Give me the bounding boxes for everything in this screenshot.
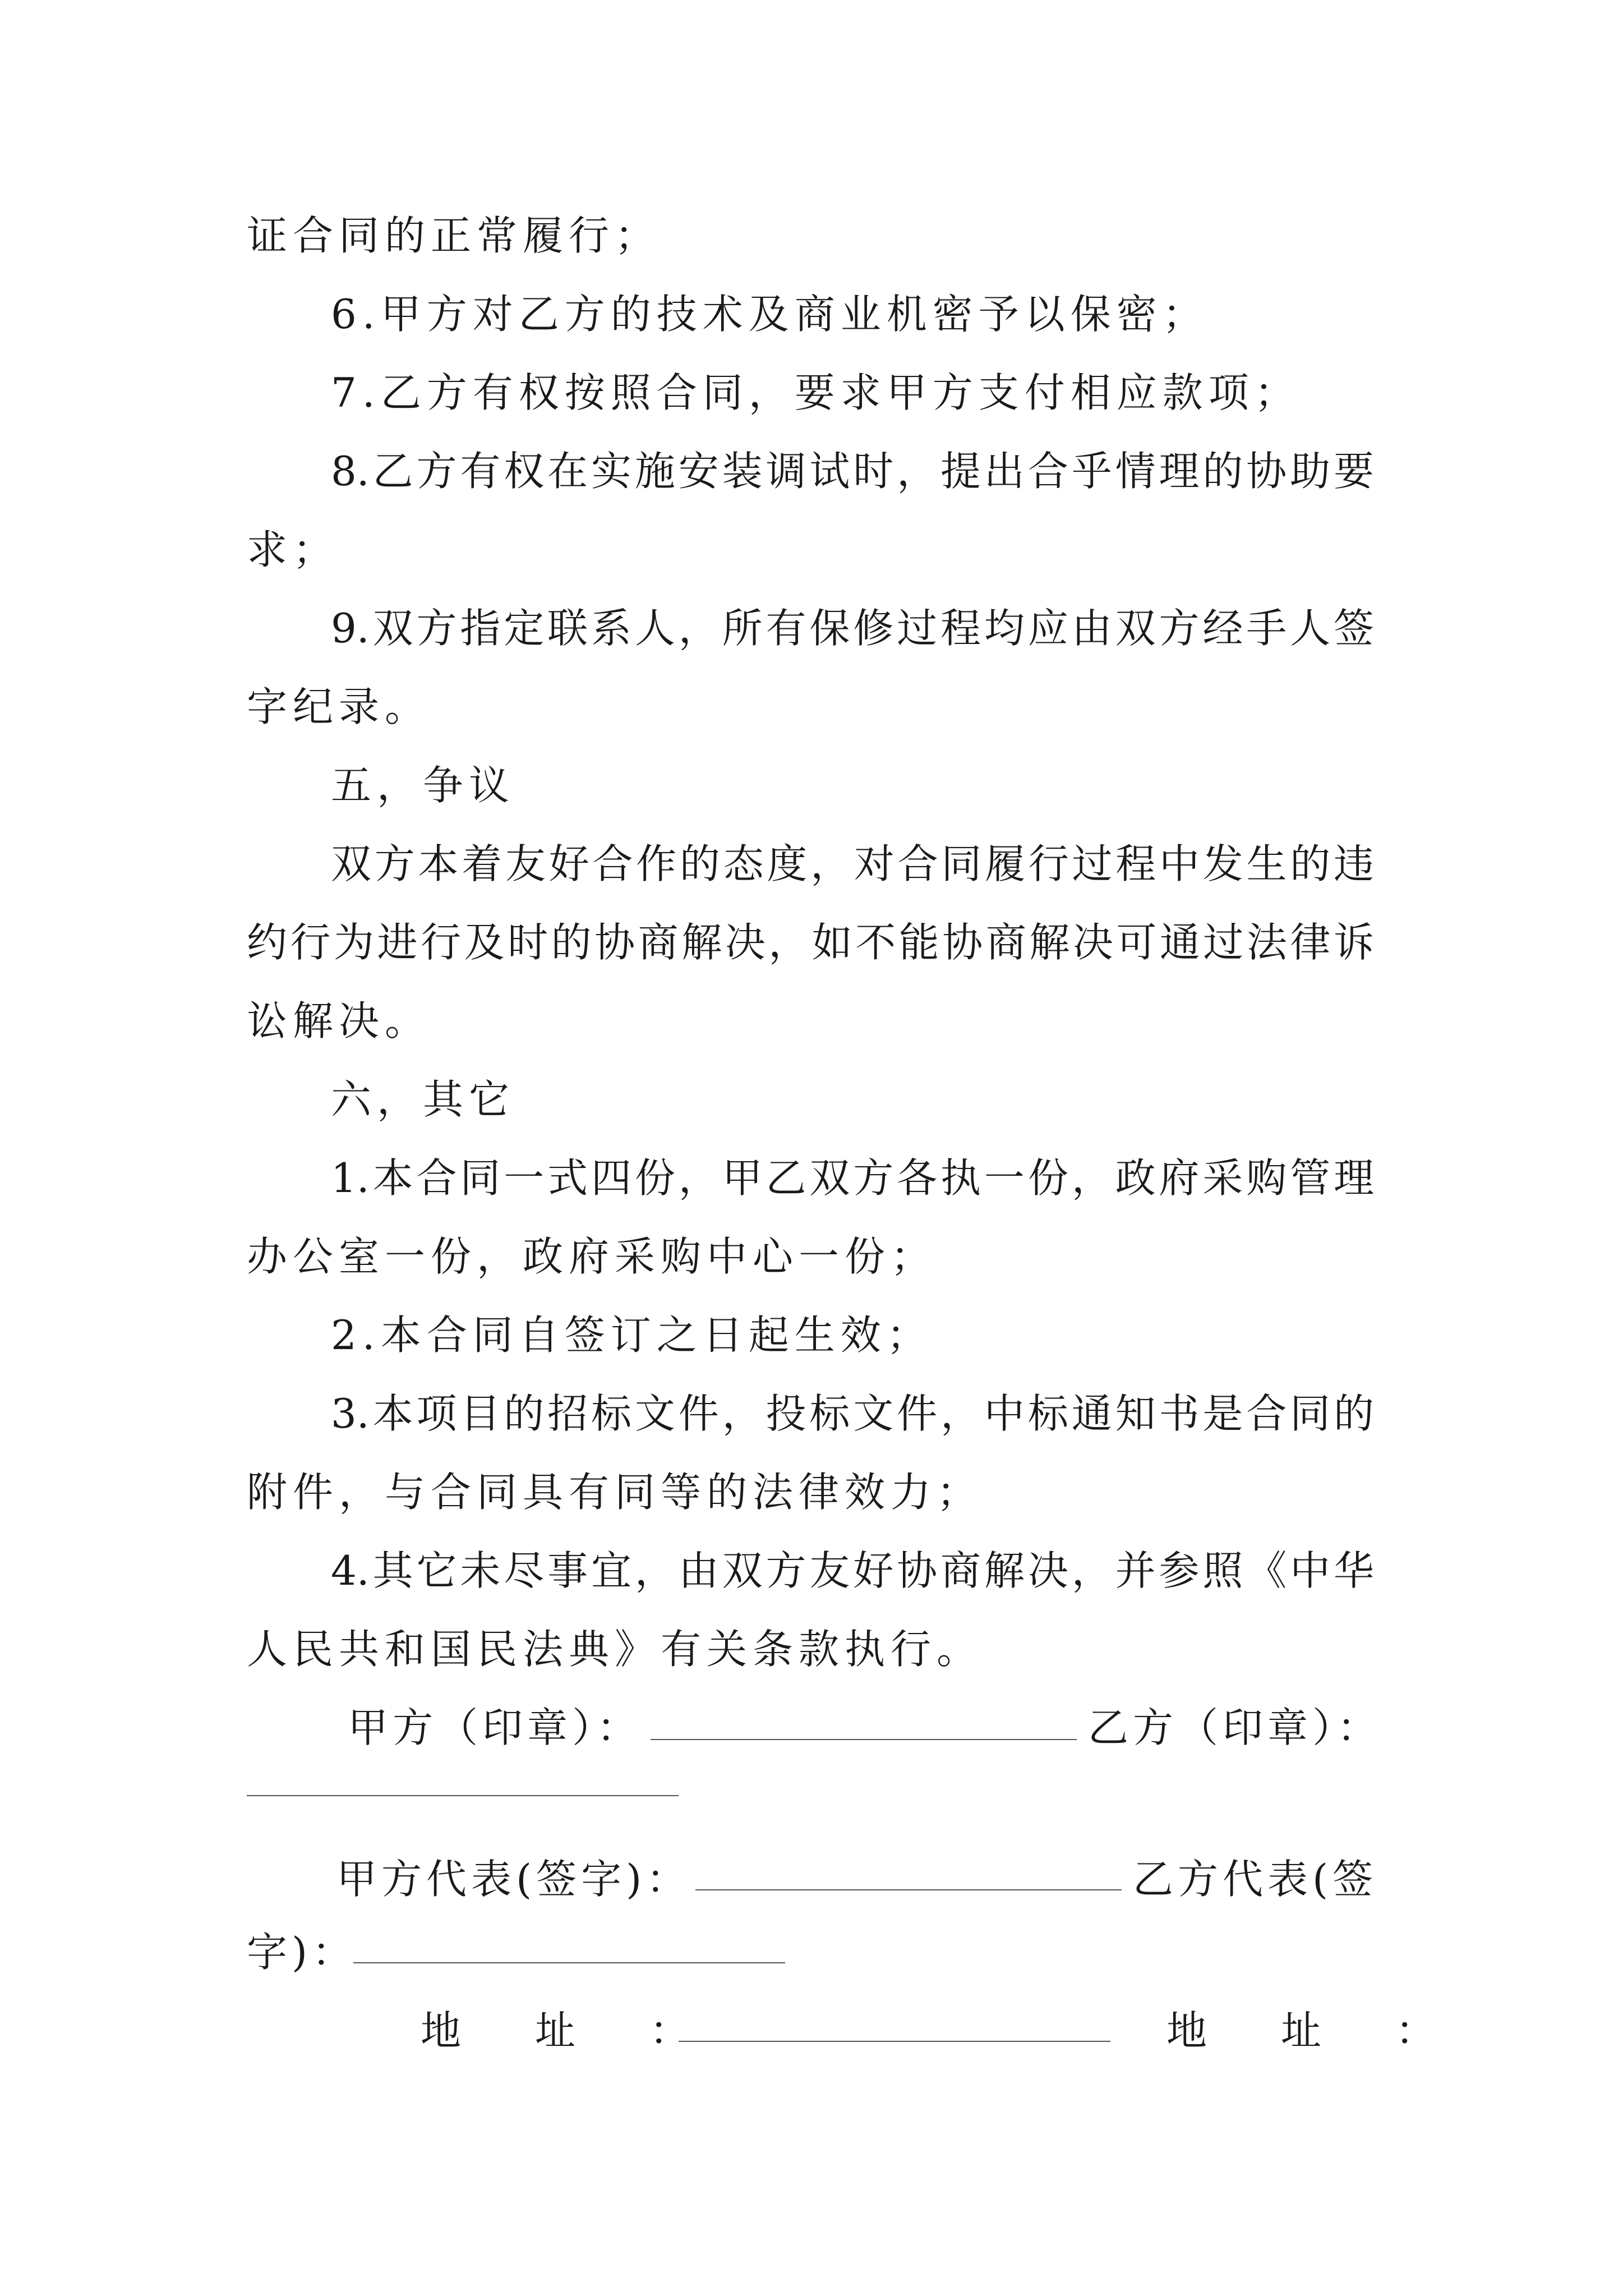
party-b-rep-blank [353,1962,785,1963]
address-a-label: 地 址 ： [421,2007,707,2054]
other-3-line-1: 3.本项目的招标文件，投标文件，中标通知书是合同的 [331,1390,1374,1437]
section-heading-dispute: 五，争议 [331,762,515,809]
clause-9-line-1: 9.双方指定联系人，所有保修过程均应由双方经手人签 [331,605,1374,652]
party-b-rep-row-2 [247,1924,357,1980]
clause-6: 6.甲方对乙方的技术及商业机密予以保密； [331,291,1209,338]
party-b-seal-label: 乙方（印章）： [1088,1704,1382,1751]
other-1-line-2: 办公室一份，政府采购中心一份； [247,1233,937,1280]
party-a-seal-blank [651,1739,1077,1740]
party-b-seal-blank [247,1795,679,1796]
section-heading-other: 六，其它 [331,1076,515,1123]
party-b-rep-label-part2: 字)： [247,1929,357,1976]
address-b-row [1166,2003,1453,2059]
party-a-seal-label: 甲方（印章）： [348,1704,642,1751]
other-2: 2.本合同自签订之日起生效； [331,1312,933,1359]
party-b-seal-row [1088,1700,1382,1756]
other-4-line-1: 4.其它未尽事宜，由双方友好协商解决，并参照《中华 [331,1547,1374,1594]
clause-continuation: 证合同的正常履行； [247,212,661,259]
address-b-label: 地 址 ： [1166,2007,1453,2054]
clause-7: 7.乙方有权按照合同，要求甲方支付相应款项； [331,369,1301,416]
other-3-line-2: 附件，与合同具有同等的法律效力； [247,1469,983,1516]
clause-9-line-2: 字纪录。 [247,683,431,730]
other-1-line-1: 1.本合同一式四份，甲乙双方各执一份，政府采购管理 [331,1154,1374,1202]
party-a-rep-blank [695,1889,1122,1890]
party-b-rep-row [1133,1851,1377,1907]
party-b-rep-label-part1: 乙方代表(签 [1133,1856,1378,1903]
other-4-line-2: 人民共和国民法典》有关条款执行。 [247,1626,983,1673]
party-a-seal-row [348,1700,642,1756]
dispute-line-3: 讼解决。 [247,997,431,1045]
clause-8-line-1: 8.乙方有权在实施安装调试时，提出合乎情理的协助要 [331,448,1374,495]
address-a-row [421,2003,707,2059]
clause-8-line-2: 求； [247,526,339,573]
address-a-blank [679,2041,1110,2042]
dispute-line-2: 约行为进行及时的协商解决，如不能协商解决可通过法律诉 [247,919,1374,966]
dispute-line-1: 双方本着友好合作的态度，对合同履行过程中发生的违 [331,840,1374,887]
party-a-rep-row [336,1851,691,1907]
party-a-rep-label: 甲方代表(签字)： [336,1856,691,1903]
